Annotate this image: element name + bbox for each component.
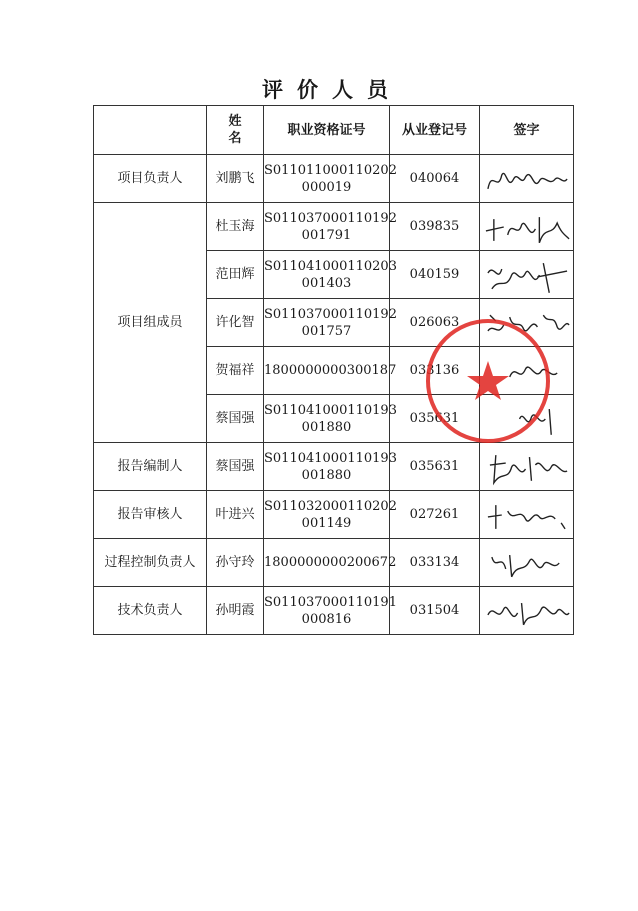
role-cell: 过程控制负责人 [94, 539, 207, 587]
signature-mark [480, 541, 573, 585]
reg-cell: 026063 [390, 299, 480, 347]
signature-cell [480, 347, 574, 395]
reg-cell: 035631 [390, 443, 480, 491]
header-cert: 职业资格证号 [264, 106, 390, 155]
signature-cell [480, 203, 574, 251]
signature-mark [480, 301, 573, 345]
role-cell: 项目组成员 [94, 203, 207, 443]
role-cell: 报告审核人 [94, 491, 207, 539]
table-row [94, 539, 574, 587]
reg-cell: 035631 [390, 395, 480, 443]
signature-cell [480, 299, 574, 347]
signature-cell [480, 443, 574, 491]
cert-cell: S011032000110202 001149 [264, 491, 390, 539]
role-cell: 项目负责人 [94, 155, 207, 203]
name-cell: 刘鹏飞 [207, 155, 264, 203]
reg-cell: 040159 [390, 251, 480, 299]
name-cell: 杜玉海 [207, 203, 264, 251]
signature-mark [480, 493, 573, 537]
signature-cell [480, 155, 574, 203]
reg-cell: 039835 [390, 203, 480, 251]
page-title: 评价人员 [262, 77, 402, 102]
name-cell: 贺福祥 [207, 347, 264, 395]
signature-cell [480, 539, 574, 587]
reg-cell: 027261 [390, 491, 480, 539]
reg-cell: 031504 [390, 587, 480, 635]
cert-cell: S011037000110192 001791 [264, 203, 390, 251]
table-row [94, 443, 574, 491]
name-cell: 范田辉 [207, 251, 264, 299]
name-cell: 孙守玲 [207, 539, 264, 587]
cert-cell: 1800000000300187 [264, 347, 390, 395]
personnel-table [93, 105, 574, 635]
header-name: 姓名 [207, 106, 264, 155]
reg-cell: 033134 [390, 539, 480, 587]
table-row [94, 491, 574, 539]
signature-mark [480, 157, 573, 201]
name-cell: 许化智 [207, 299, 264, 347]
table-row [94, 155, 574, 203]
table-row [94, 203, 574, 251]
cert-cell: S011011000110202 000019 [264, 155, 390, 203]
signature-mark [480, 349, 573, 393]
signature-mark [480, 253, 573, 297]
header-reg: 从业登记号 [390, 106, 480, 155]
role-cell: 技术负责人 [94, 587, 207, 635]
cert-cell: S011037000110192 001757 [264, 299, 390, 347]
cert-cell: 1800000000200672 [264, 539, 390, 587]
table-header-row [94, 106, 574, 155]
header-sign: 签字 [480, 106, 574, 155]
signature-mark [480, 397, 573, 441]
signature-cell [480, 395, 574, 443]
cert-cell: S011041000110193 001880 [264, 395, 390, 443]
signature-mark [480, 205, 573, 249]
header-role [94, 106, 207, 155]
table-row [94, 587, 574, 635]
signature-mark [480, 445, 573, 489]
cert-cell: S011041000110203 001403 [264, 251, 390, 299]
reg-cell: 040064 [390, 155, 480, 203]
name-cell: 蔡国强 [207, 395, 264, 443]
signature-mark [480, 589, 573, 633]
cert-cell: S011037000110191 000816 [264, 587, 390, 635]
name-cell: 叶进兴 [207, 491, 264, 539]
role-cell: 报告编制人 [94, 443, 207, 491]
signature-cell [480, 587, 574, 635]
name-cell: 蔡国强 [207, 443, 264, 491]
cert-cell: S011041000110193 001880 [264, 443, 390, 491]
signature-cell [480, 251, 574, 299]
signature-cell [480, 491, 574, 539]
reg-cell: 033136 [390, 347, 480, 395]
name-cell: 孙明霞 [207, 587, 264, 635]
